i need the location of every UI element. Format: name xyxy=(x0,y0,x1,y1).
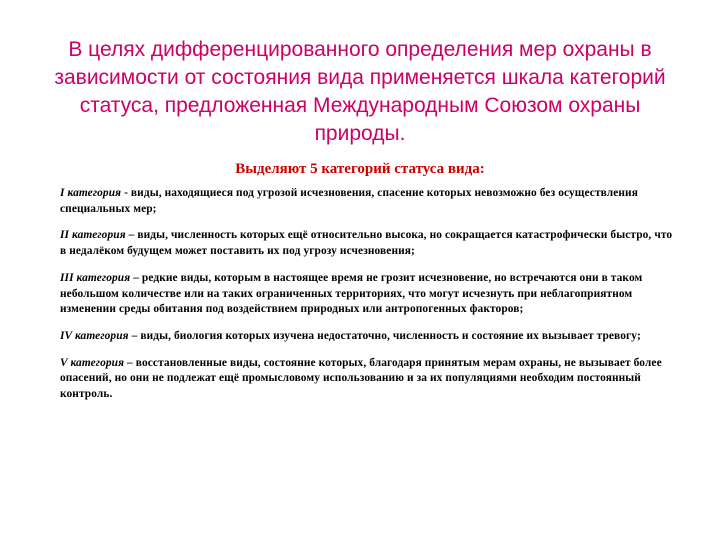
category-label: III категория xyxy=(60,271,131,284)
category-label: V категория xyxy=(60,356,125,369)
category-label: I категория xyxy=(60,187,122,199)
category-text: – виды, биология которых изучена недостаточно, численность и состояние их вызывает тревогу; xyxy=(128,329,641,342)
category-text: – редкие виды, которым в настоящее время не грозит исчезновение, но встречаются они в таком небольшом количестве или на таких ограниченных территориях, что могут исчезнуть при неблагоприятном изменении среды обитания под воздействием природных или антропогенных факторов; xyxy=(60,271,643,316)
category-label: II категория xyxy=(60,229,126,242)
category-item xyxy=(60,329,680,356)
category-label: IV категория xyxy=(60,329,129,342)
category-item xyxy=(60,228,680,270)
category-text: – восстановленные виды, состояние которых, благодаря принятым мерам охраны, не вызывает более опасений, но они не подлежат ещё промысловому использованию и за их популяциями необходим постоянный контроль. xyxy=(60,356,662,401)
slide-title: В целях дифференцированного определения мер охраны в зависимости от состояния вида применяется шкала категорий статуса, предложенная Международным Союзом охраны природы. xyxy=(54,38,666,145)
category-list xyxy=(60,186,680,414)
slide-subtitle: Выделяют 5 категорий статуса вида: xyxy=(235,161,485,177)
category-text: – виды, численность которых ещё относительно высока, но сокращается катастрофически быстро, что в недалёком будущем может поставить их под угрозу исчезновения; xyxy=(60,229,673,258)
category-item xyxy=(60,271,680,329)
category-text: - виды, находящиеся под угрозой исчезновения, спасение которых невозможно без осуществления специальных мер; xyxy=(60,187,638,215)
category-item xyxy=(60,356,680,414)
category-item xyxy=(60,186,680,228)
